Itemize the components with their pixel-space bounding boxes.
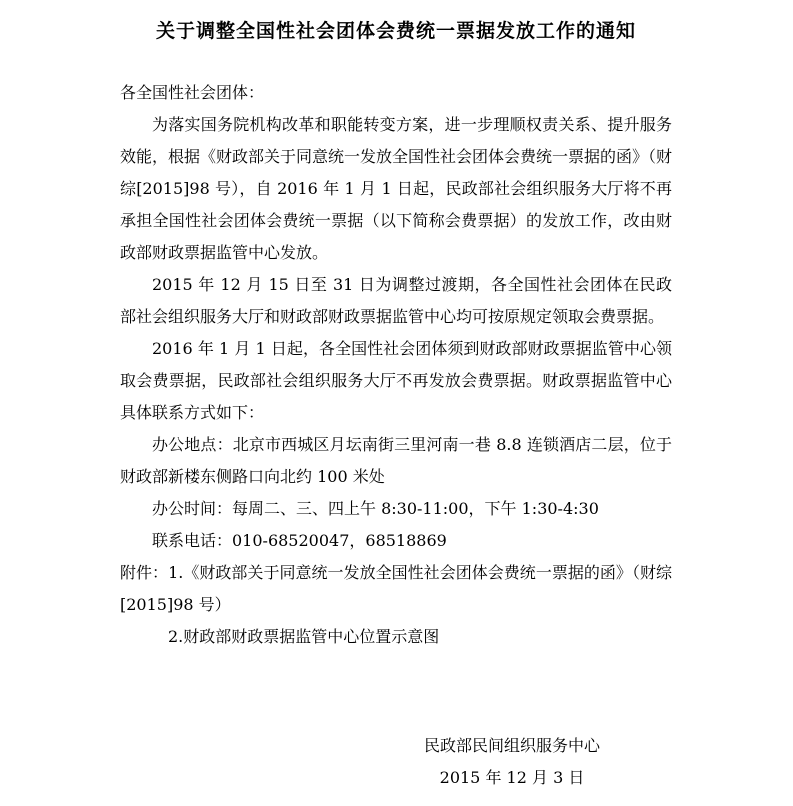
paragraph-reform-basis: 为落实国务院机构改革和职能转变方案，进一步理顺权责关系、提升服务效能，根据《财政部关于同意统一发放全国性社会团体会费统一票据的函》（财综[2015]98 号），自 2016 年 1 月 1 日起，民政部社会组织服务大厅将不再承担全国性社会团体会费统一票据（以下简称会费票据）的发放工作，改由财政部财政票据监管中心发放。 [120, 115, 673, 262]
paragraph-office-hours: 办公时间：每周二、三、四上午 8:30-11:00，下午 1:30-4:30 [152, 499, 599, 518]
document-title: 关于调整全国性社会团体会费统一票据发放工作的通知 [155, 20, 636, 42]
paragraph-new-arrangement: 2016 年 1 月 1 日起，各全国性社会团体须到财政部财政票据监管中心领取会费票据，民政部社会组织服务大厅不再发放会费票据。财政票据监管中心具体联系方式如下： [120, 339, 672, 422]
signature-date: 2015 年 12 月 3 日 [439, 768, 585, 787]
paragraph-transition-period: 2015 年 12 月 15 日至 31 日为调整过渡期，各全国性社会团体在民政部社会组织服务大厅和财政部财政票据监管中心均可按原规定领取会费票据。 [120, 275, 672, 326]
paragraph-contact-phone: 联系电话：010-68520047，68518869 [152, 531, 447, 550]
attachment-line-1: 附件：1.《财政部关于同意统一发放全国性社会团体会费统一票据的函》（财综[2015]98 号） [120, 563, 672, 614]
attachment-line-2: 2.财政部财政票据监管中心位置示意图 [168, 627, 440, 646]
salutation: 各全国性社会团体： [120, 83, 265, 102]
signature-organization: 民政部民间组织服务中心 [423, 736, 600, 755]
signature-block [352, 730, 672, 794]
paragraph-office-address: 办公地点：北京市西城区月坛南街三里河南一巷 8.8 连锁酒店二层，位于财政部新楼东侧路口向北约 100 米处 [120, 435, 672, 486]
